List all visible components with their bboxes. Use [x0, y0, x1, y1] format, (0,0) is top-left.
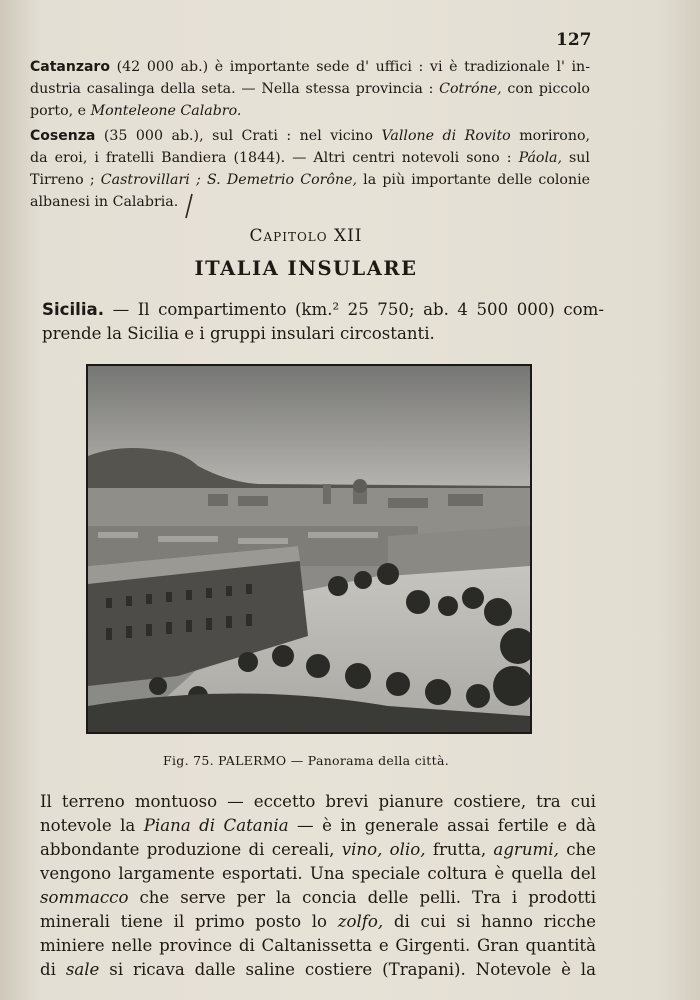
figure-caption: Fig. 75. PALERMO — Panorama della città. — [163, 753, 449, 768]
pencil-mark-icon — [184, 193, 194, 219]
page-number: 127 — [556, 30, 592, 50]
sicilia-paragraph: Sicilia. — Il compartimento (km.² 25 750; ab. 4 500 000) com- prende la Sicilia e i gruppi insulari circostanti. — [42, 300, 604, 343]
city-name: Catanzaro — [30, 59, 110, 75]
palermo-photograph — [86, 364, 532, 734]
chapter-title: ITALIA INSULARE — [194, 257, 418, 280]
region-name: Sicilia. — [42, 300, 105, 319]
city-name: Cosenza — [30, 128, 96, 144]
cosenza-paragraph: Cosenza (35 000 ab.), sul Crati : nel vicino Vallone di Rovito morirono, da eroi, i fratelli Bandiera (1844). — Altri centri notevoli sono : Páola, sul Tirreno ; Castrovillari ; S. Demetrio Corône, la più importante delle colonie albanesi in Calabria. — [30, 128, 591, 210]
catanzaro-paragraph: Catanzaro (42 000 ab.) è importante sede d' uffici : vi è tradizionale l' in- dustria casalinga della seta. — Nella stessa provincia : Cotróne, con piccolo porto, e Monteleone Calabro. — [30, 59, 590, 119]
body-paragraph: Il terreno montuoso — eccetto brevi pianure costiere, tra cui notevole la Piana di Catania — è in generale assai fertile e dà abbondante produzione di cereali, vino, olio, frutta, agrumi, che vengono largamente esportati. Una speciale coltura è quella del sommacco che serve per la concia delle pelli. Tra i prodotti minerali tiene il primo posto lo zolfo, di cui si hanno ricche miniere nelle province di Caltanissetta e Girgenti. Gran quantità di sale si ricava dalle saline costiere (Trapani). Notevole è la — [40, 792, 597, 979]
chapter-label: Capitolo XII — [249, 226, 363, 246]
